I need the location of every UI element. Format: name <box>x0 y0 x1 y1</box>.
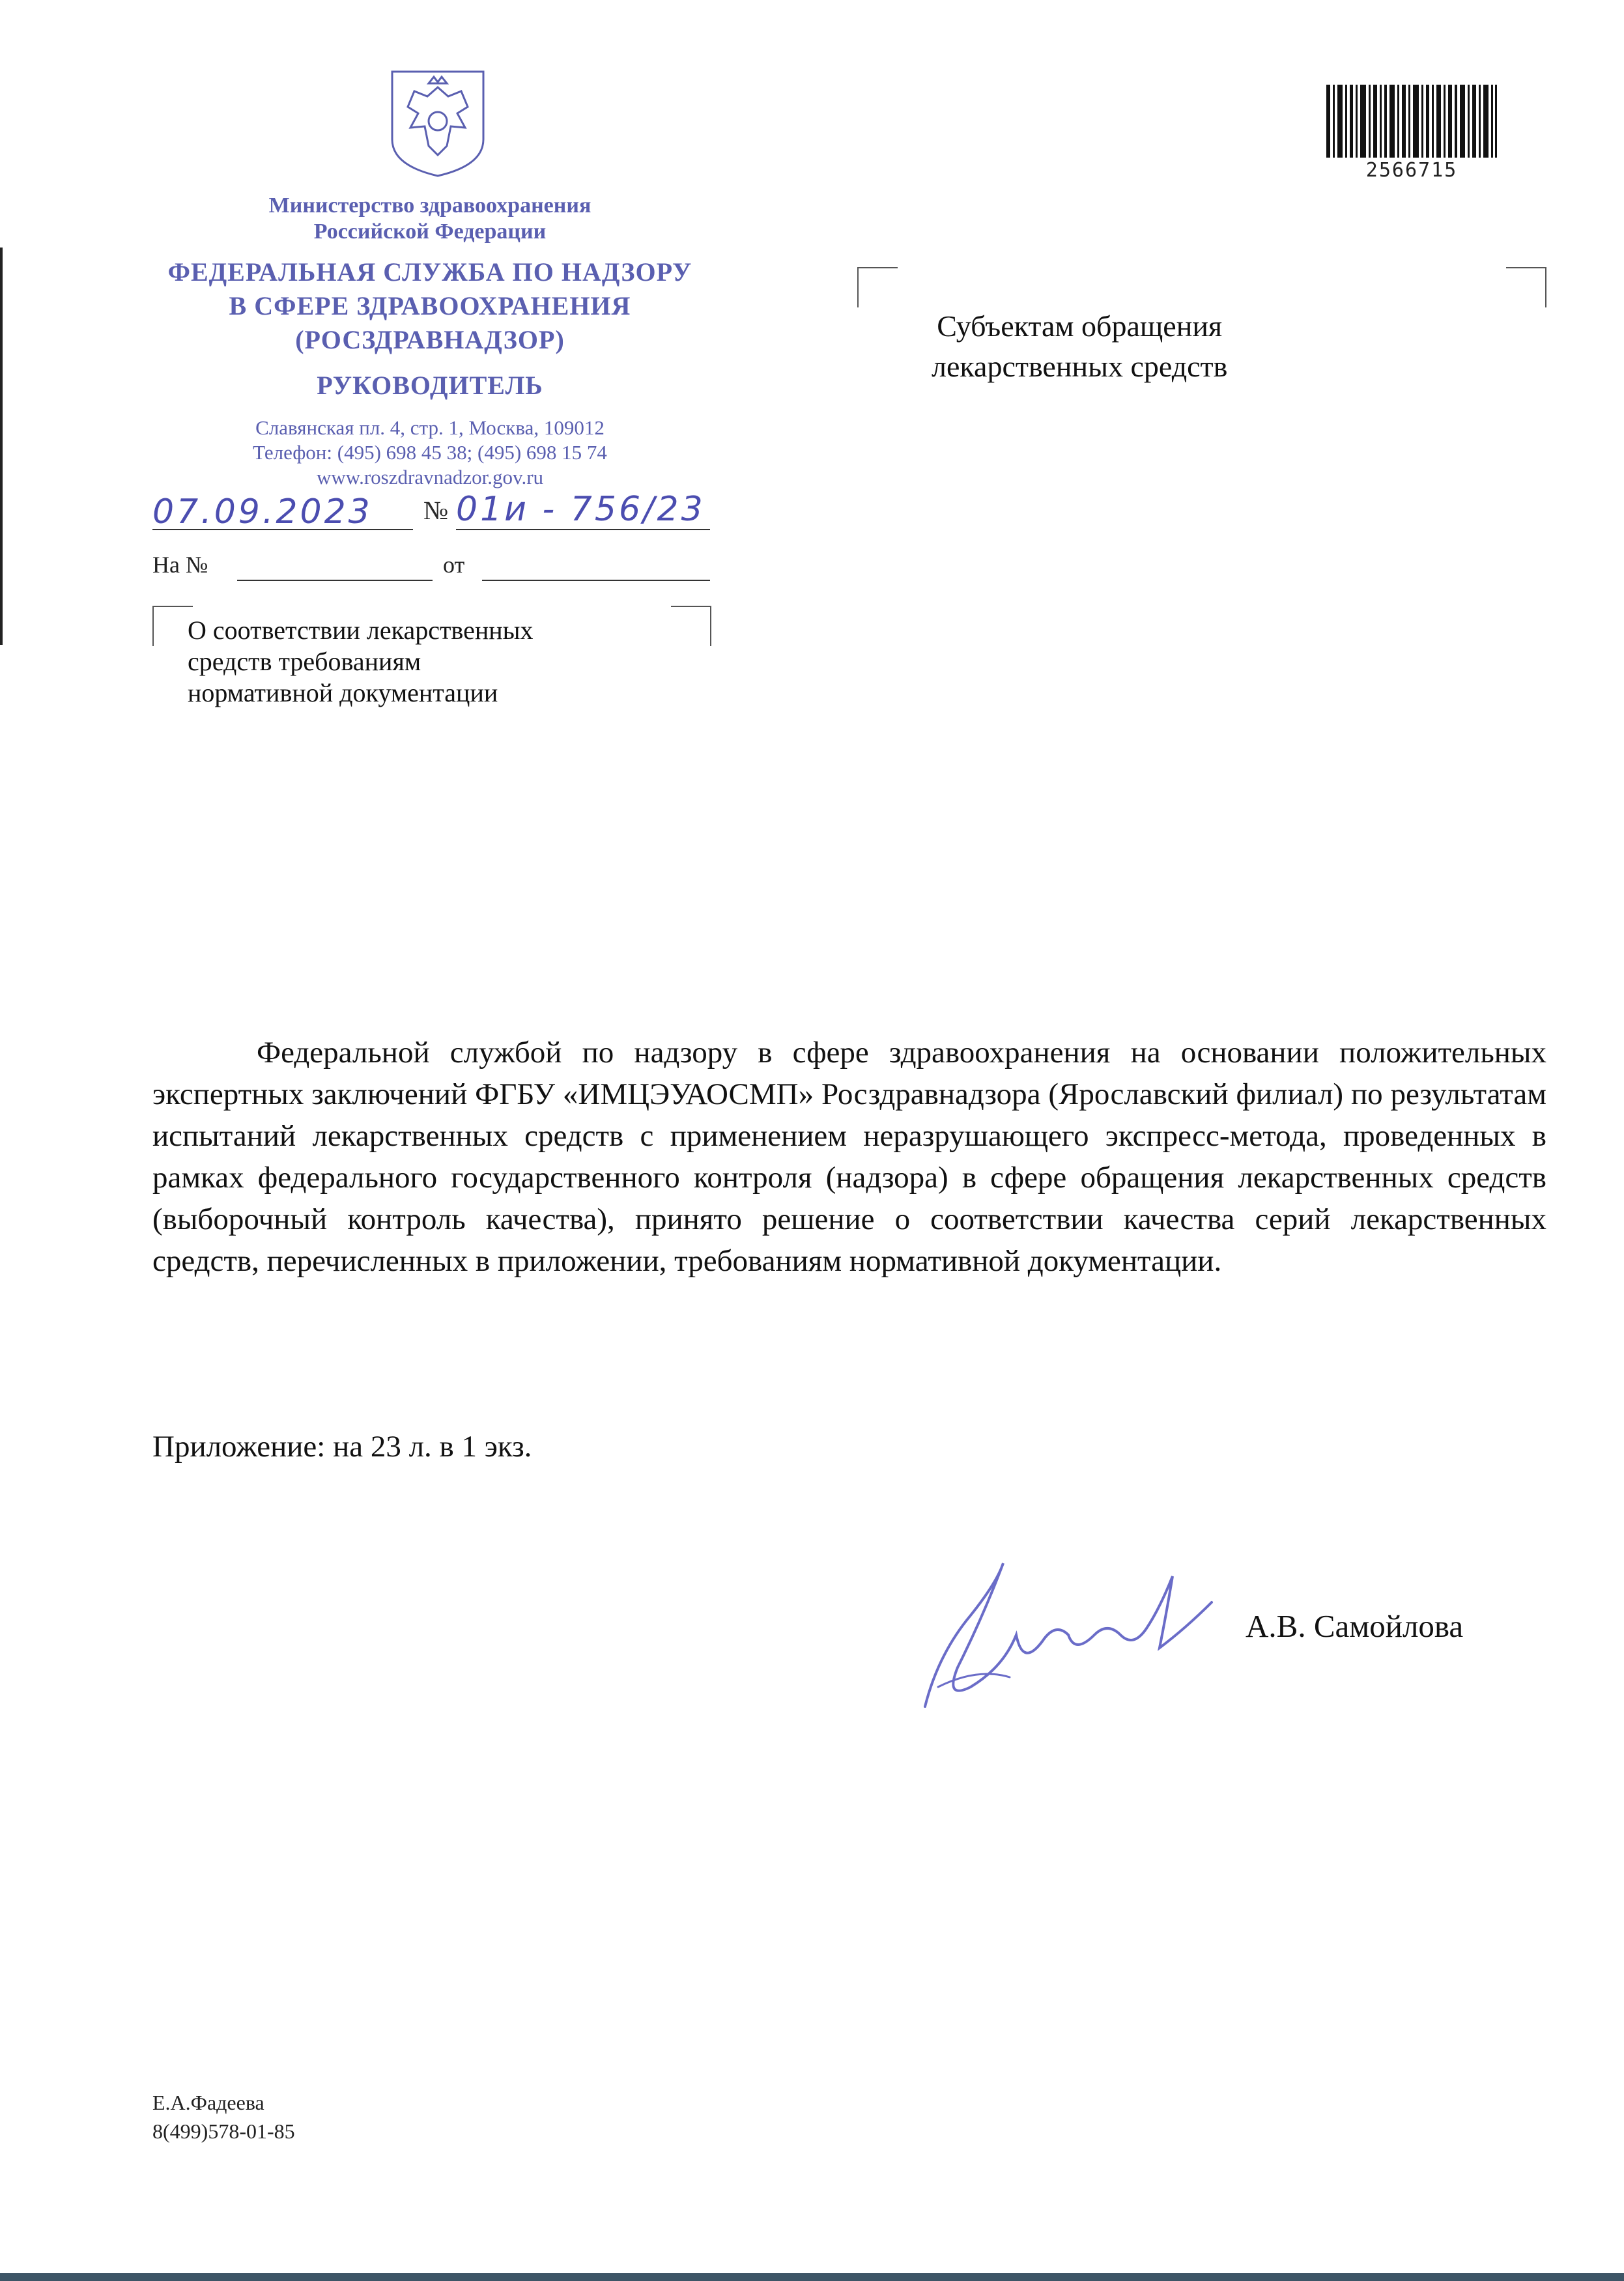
subject-line1: О соответствии лекарственных <box>188 616 534 645</box>
scan-edge-left <box>0 248 3 645</box>
phones: Телефон: (495) 698 45 38; (495) 698 15 74 <box>253 441 607 464</box>
ministry-line1: Министерство здравоохранения <box>268 193 591 218</box>
service-line1: ФЕДЕРАЛЬНАЯ СЛУЖБА ПО НАДЗОРУ <box>167 257 692 287</box>
reply-date-line <box>482 580 710 581</box>
from-label: от <box>443 552 465 578</box>
coat-of-arms-emblem <box>388 68 487 178</box>
date-underline <box>152 529 413 530</box>
barcode <box>1326 85 1497 158</box>
subject <box>188 615 534 709</box>
subject-corner-right <box>671 606 711 646</box>
executor <box>152 2088 295 2146</box>
number-underline <box>456 529 710 530</box>
registration-number-field <box>456 490 705 529</box>
ministry-line2: Российской Федерации <box>313 220 547 244</box>
recipient-corner-right <box>1506 267 1546 307</box>
recipient-line2: лекарственных средств <box>932 350 1228 383</box>
executor-phone: 8(499)578-01-85 <box>152 2119 295 2143</box>
address: Славянская пл. 4, стр. 1, Москва, 109012 <box>255 416 605 439</box>
number-sign: № <box>423 496 449 525</box>
reply-number-line <box>237 580 433 581</box>
website: www.roszdravnadzor.gov.ru <box>316 466 544 489</box>
subject-line2: средств требованиям <box>188 647 421 676</box>
registration-number: 01и - 756/23 <box>456 490 705 529</box>
reply-label: На № <box>152 552 208 578</box>
contacts <box>169 416 691 490</box>
appendix-note: Приложение: на 23 л. в 1 экз. <box>152 1430 532 1464</box>
service-line2: В СФЕРЕ ЗДРАВООХРАНЕНИЯ <box>229 291 631 320</box>
recipient <box>932 306 1227 387</box>
registration-date: 07.09.2023 <box>152 492 373 531</box>
ministry-name <box>195 193 664 245</box>
signer-name: А.В. Самойлова <box>1246 1608 1464 1644</box>
recipient-line1: Субъектам обращения <box>937 309 1223 343</box>
body-text <box>152 1032 1546 1282</box>
barcode-number: 2566715 <box>1365 159 1458 182</box>
handwritten-signature <box>912 1537 1238 1733</box>
registration-date-field <box>152 492 373 531</box>
subject-line3: нормативной документации <box>188 678 498 707</box>
head-title: РУКОВОДИТЕЛЬ <box>317 371 543 400</box>
service-name <box>156 255 704 357</box>
executor-name: Е.А.Фадеева <box>152 2091 264 2114</box>
body-paragraph: Федеральной службой по надзору в сфере здравоохранения на основании положительных экспертных заключений ФГБУ «ИМЦЭУАОСМП» Росздравнадзора (Ярославский филиал) по результатам испытаний лекарственных средств с применением неразрушающего экспресс-метода, проведенных в рамках федерального государственного контроля (надзора) в сфере обращения лекарственных средств (выборочный контроль качества), принято решение о соответствии качества серий лекарственных средств, перечисленных в приложении, требованиям нормативной документации. <box>152 1036 1546 1278</box>
subject-corner-left <box>152 606 193 646</box>
scan-edge-bottom <box>0 2273 1624 2281</box>
recipient-corner-left <box>857 267 898 307</box>
service-line3: (РОСЗДРАВНАДЗОР) <box>295 325 565 354</box>
